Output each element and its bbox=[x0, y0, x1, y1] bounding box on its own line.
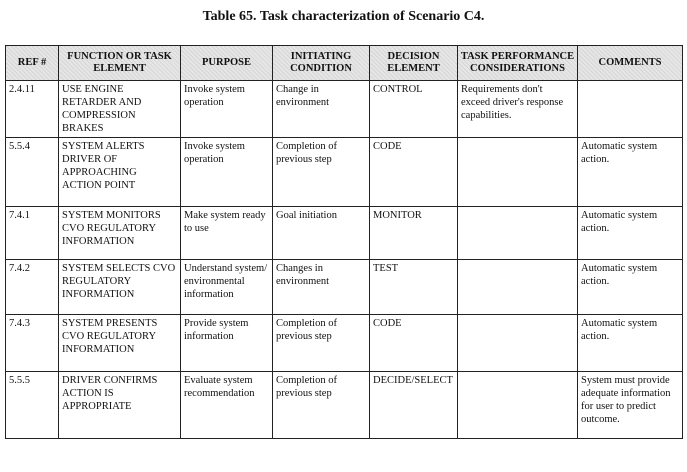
header-row bbox=[6, 46, 683, 81]
table-row bbox=[6, 81, 683, 138]
cell-performance bbox=[458, 207, 578, 260]
cell-purpose: Provide system information bbox=[181, 315, 273, 372]
cell-ref: 7.4.2 bbox=[6, 260, 59, 315]
cell-comments bbox=[578, 81, 683, 138]
cell-comments: System must provide adequate information for user to predict outcome. bbox=[578, 372, 683, 439]
cell-function: SYSTEM PRESENTS CVO REGULATORY INFORMATION bbox=[59, 315, 181, 372]
cell-purpose: Evaluate system recommendation bbox=[181, 372, 273, 439]
cell-performance: Requirements don't exceed driver's response capabilities. bbox=[458, 81, 578, 138]
header-initiating-condition: INITIATING CONDITION bbox=[273, 46, 370, 81]
cell-decision: CODE bbox=[370, 315, 458, 372]
cell-performance bbox=[458, 315, 578, 372]
header-task-performance: TASK PERFORMANCE CONSIDERATIONS bbox=[458, 46, 578, 81]
header-ref: REF # bbox=[6, 46, 59, 81]
cell-function: SYSTEM MONITORS CVO REGULATORY INFORMATION bbox=[59, 207, 181, 260]
cell-decision: MONITOR bbox=[370, 207, 458, 260]
cell-initiating: Goal initiation bbox=[273, 207, 370, 260]
task-characterization-table bbox=[5, 45, 683, 439]
header-comments: COMMENTS bbox=[578, 46, 683, 81]
cell-ref: 7.4.1 bbox=[6, 207, 59, 260]
table-row bbox=[6, 372, 683, 439]
cell-comments: Automatic system action. bbox=[578, 315, 683, 372]
cell-performance bbox=[458, 372, 578, 439]
table-row bbox=[6, 315, 683, 372]
cell-ref: 2.4.11 bbox=[6, 81, 59, 138]
table-row bbox=[6, 138, 683, 207]
cell-purpose: Understand system/ environmental information bbox=[181, 260, 273, 315]
table-title: Table 65. Task characterization of Scenario C4. bbox=[202, 9, 485, 24]
cell-performance bbox=[458, 138, 578, 207]
cell-function: SYSTEM SELECTS CVO REGULATORY INFORMATION bbox=[59, 260, 181, 315]
cell-decision: DECIDE/SELECT bbox=[370, 372, 458, 439]
cell-function: DRIVER CONFIRMS ACTION IS APPROPRIATE bbox=[59, 372, 181, 439]
cell-function: USE ENGINE RETARDER AND COMPRESSION BRAKES bbox=[59, 81, 181, 138]
cell-initiating: Changes in environment bbox=[273, 260, 370, 315]
cell-comments: Automatic system action. bbox=[578, 138, 683, 207]
cell-decision: CONTROL bbox=[370, 81, 458, 138]
cell-initiating: Completion of previous step bbox=[273, 138, 370, 207]
cell-decision: TEST bbox=[370, 260, 458, 315]
cell-initiating: Change in environment bbox=[273, 81, 370, 138]
cell-ref: 7.4.3 bbox=[6, 315, 59, 372]
cell-comments: Automatic system action. bbox=[578, 207, 683, 260]
cell-ref: 5.5.5 bbox=[6, 372, 59, 439]
cell-ref: 5.5.4 bbox=[6, 138, 59, 207]
cell-decision: CODE bbox=[370, 138, 458, 207]
header-function: FUNCTION OR TASK ELEMENT bbox=[59, 46, 181, 81]
cell-initiating: Completion of previous step bbox=[273, 372, 370, 439]
cell-initiating: Completion of previous step bbox=[273, 315, 370, 372]
cell-performance bbox=[458, 260, 578, 315]
cell-function: SYSTEM ALERTS DRIVER OF APPROACHING ACTION POINT bbox=[59, 138, 181, 207]
cell-purpose: Invoke system operation bbox=[181, 138, 273, 207]
cell-purpose: Make system ready to use bbox=[181, 207, 273, 260]
cell-purpose: Invoke system operation bbox=[181, 81, 273, 138]
header-purpose: PURPOSE bbox=[181, 46, 273, 81]
table-row bbox=[6, 260, 683, 315]
header-decision-element: DECISION ELEMENT bbox=[370, 46, 458, 81]
table-row bbox=[6, 207, 683, 260]
cell-comments: Automatic system action. bbox=[578, 260, 683, 315]
